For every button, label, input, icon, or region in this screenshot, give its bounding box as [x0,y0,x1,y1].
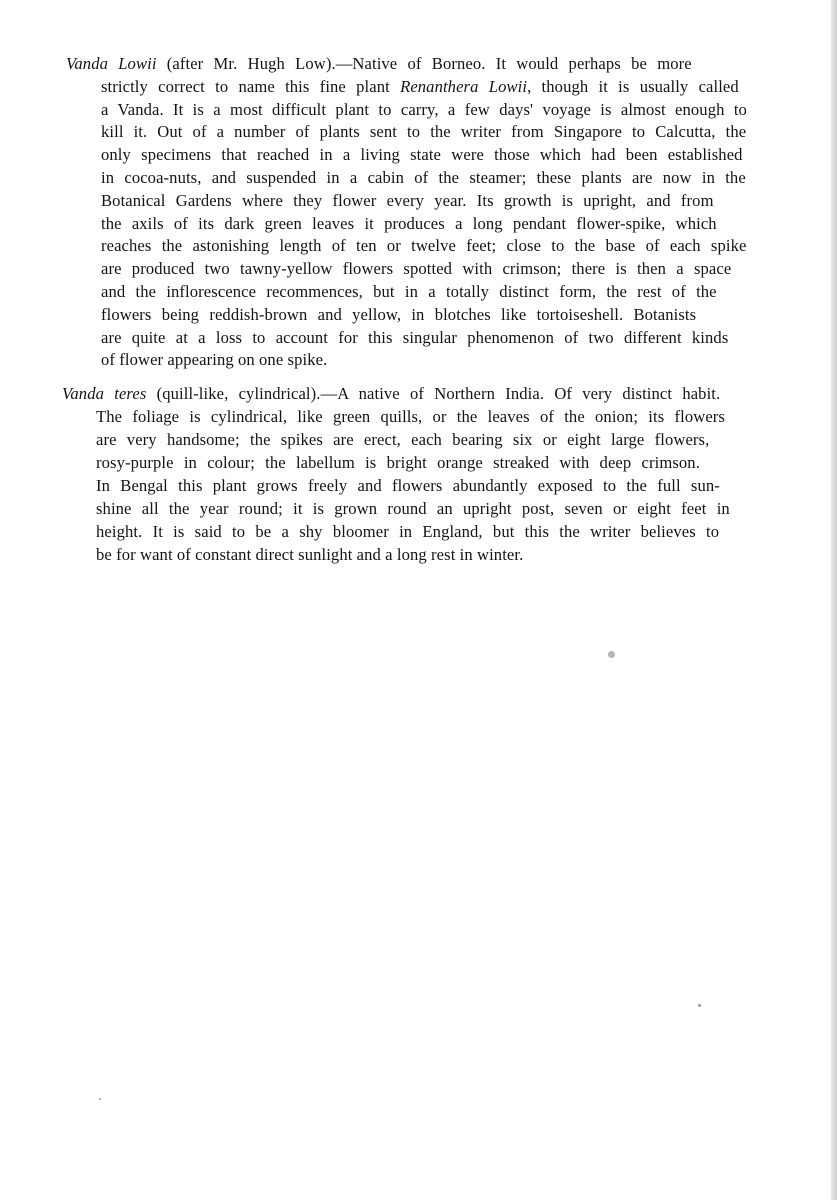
page-edge-shadow [831,0,837,1200]
text-line [101,305,696,325]
print-speck [698,1004,701,1007]
text-line [96,522,719,542]
text-run: kill it. Out of a number of plants sent to the writer from Singapore to Calcutta, the [101,122,747,142]
text-run: are produced two tawny-yellow flowers spotted with crimson; there is then a space [101,259,732,279]
text-line [96,407,725,427]
text-line [101,100,747,120]
text-line [101,145,743,165]
text-line [101,122,746,142]
text-run: a Vanda. It is a most difficult plant to carry, a few days' voyage is almost enough to [101,99,747,119]
text-line [101,328,728,348]
text-run: in cocoa-nuts, and suspended in a cabin of the steamer; these plants are now in the [101,168,746,187]
print-speck [608,651,615,658]
text-run: flowers being reddish-brown and yellow, in blotches like tortoiseshell. Botanists [101,304,697,324]
text-run: height. It is said to be a shy bloomer in England, but this the writer believes to [96,522,720,541]
text-line [96,545,523,565]
text-line [101,191,714,211]
text-run: In Bengal this plant grows freely and flowers abundantly exposed to the full sun- [96,476,720,495]
text-run: of flower appearing on one spike. [101,350,328,370]
italic-term: Renanthera Lowii [400,76,528,96]
italic-term: Vanda teres [62,384,147,403]
text-line [101,282,717,302]
text-run: Botanical Gardens where they flower every year. Its growth is upright, and from [101,190,714,210]
text-run: are very handsome; the spikes are erect, each bearing six or eight large flowers, [96,430,710,449]
text-run: be for want of constant direct sunlight and a long rest in winter. [96,545,524,564]
text-line [101,214,717,234]
text-run: (quill-like, cylindrical).—A native of Northern India. Of very distinct habit. [146,384,721,403]
text-line [101,168,746,188]
italic-term: Vanda Lowii [66,54,157,73]
text-line [62,384,720,404]
text-line [96,453,700,473]
text-run: and the inflorescence recommences, but in a totally distinct form, the rest of the [101,282,717,301]
print-speck [99,1098,101,1100]
text-line [101,236,746,256]
text-line [96,430,709,450]
text-run: rosy-purple in colour; the labellum is bright orange streaked with deep crimson. [96,453,700,472]
text-line [96,499,730,519]
text-line [101,350,327,370]
text-run: (after Mr. Hugh Low).—Native of Borneo. It would perhaps be more [156,54,692,73]
text-line [66,54,692,74]
text-line [101,259,731,279]
text-run: are quite at a loss to account for this singular phenomenon of two different kinds [101,327,729,347]
text-line [96,476,720,496]
text-run: reaches the astonishing length of ten or twelve feet; close to the base of each spike [101,236,747,256]
text-run: , though it is usually called [527,76,739,96]
text-line [101,77,739,97]
text-run: strictly correct to name this fine plant [101,76,401,96]
text-run: the axils of its dark green leaves it produces a long pendant flower-spike, which [101,213,717,233]
text-run: only specimens that reached in a living state were those which had been established [101,145,743,165]
text-run: The foliage is cylindrical, like green quills, or the leaves of the onion; its flowers [96,407,725,426]
text-run: shine all the year round; it is grown round an upright post, seven or eight feet in [96,499,730,518]
